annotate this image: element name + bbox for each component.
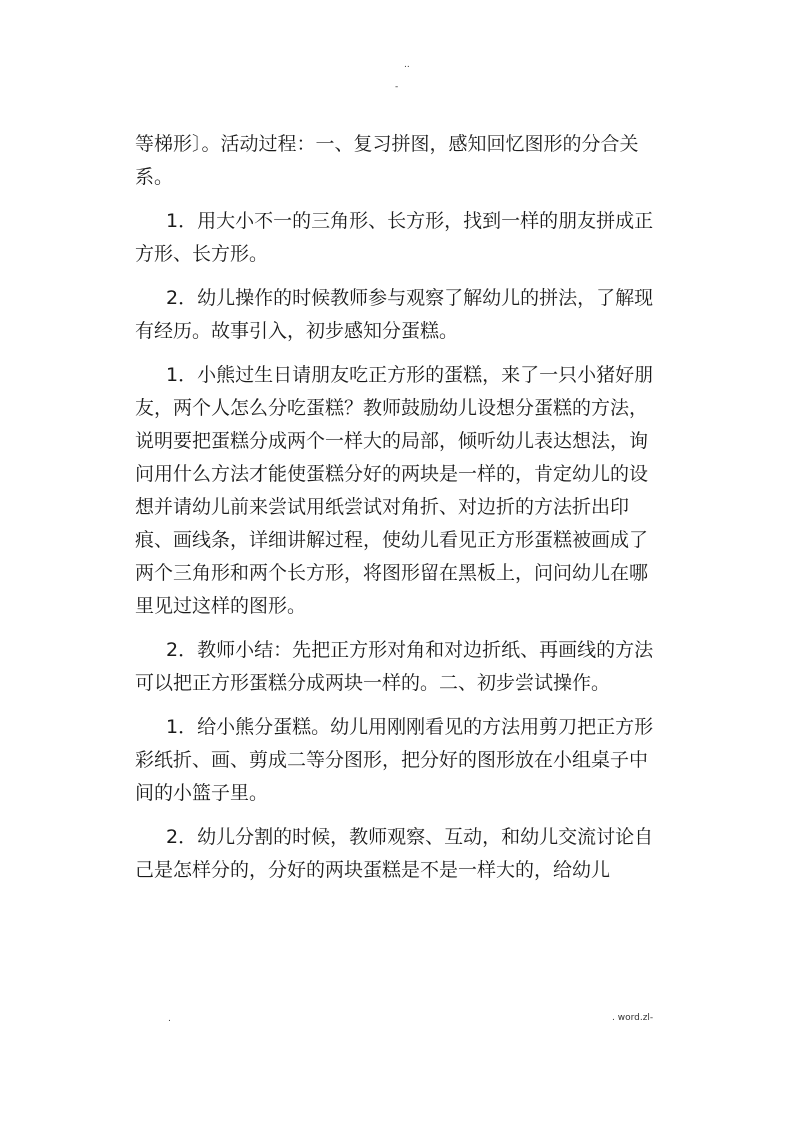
paragraph: 1．用大小不一的三角形、长方形，找到一样的朋友拼成正方形、长方形。 — [135, 210, 654, 265]
paragraph: 等梯形〕。活动过程：一、复习拼图，感知回忆图形的分合关系。 — [135, 133, 639, 188]
document-body — [135, 128, 660, 898]
paragraph: 1．小熊过生日请朋友吃正方形的蛋糕，来了一只小猪好朋友，两个人怎么分吃蛋糕？教师鼓励幼儿设想分蛋糕的方法，说明要把蛋糕分成两个一样大的局部，倾听幼儿表达想法，询问用什么方法才能使蛋糕分好的两块是一样的，肯定幼儿的设想并请幼儿前来尝试用纸尝试对角折、对边折的方法折出印痕、画线条，详细讲解过程，使幼儿看见正方形蛋糕被画成了两个三角形和两个长方形，将图形留在黑板上，问问幼儿在哪里见过这样的图形。 — [135, 364, 654, 617]
paragraph: 2．教师小结：先把正方形对角和对边折纸、再画线的方法可以把正方形蛋糕分成两块一样的。二、初步尝试操作。 — [135, 639, 654, 694]
header-mark-bottom: - — [395, 82, 399, 92]
footer-dot: . — [168, 1014, 171, 1024]
paragraph: 2．幼儿分割的时候，教师观察、互动，和幼儿交流讨论自己是怎样分的，分好的两块蛋糕是不是一样大的，给幼儿 — [135, 826, 654, 881]
paragraph: 1．给小熊分蛋糕。幼儿用刚刚看见的方法用剪刀把正方形彩纸折、画、剪成二等分图形，把分好的图形放在小组桌子中间的小篮子里。 — [135, 716, 654, 804]
footer-text: . word.zl- — [612, 1013, 654, 1023]
header-mark-top: .. — [404, 60, 410, 70]
paragraph: 2．幼儿操作的时候教师参与观察了解幼儿的拼法，了解现有经历。故事引入，初步感知分蛋糕。 — [135, 287, 654, 342]
